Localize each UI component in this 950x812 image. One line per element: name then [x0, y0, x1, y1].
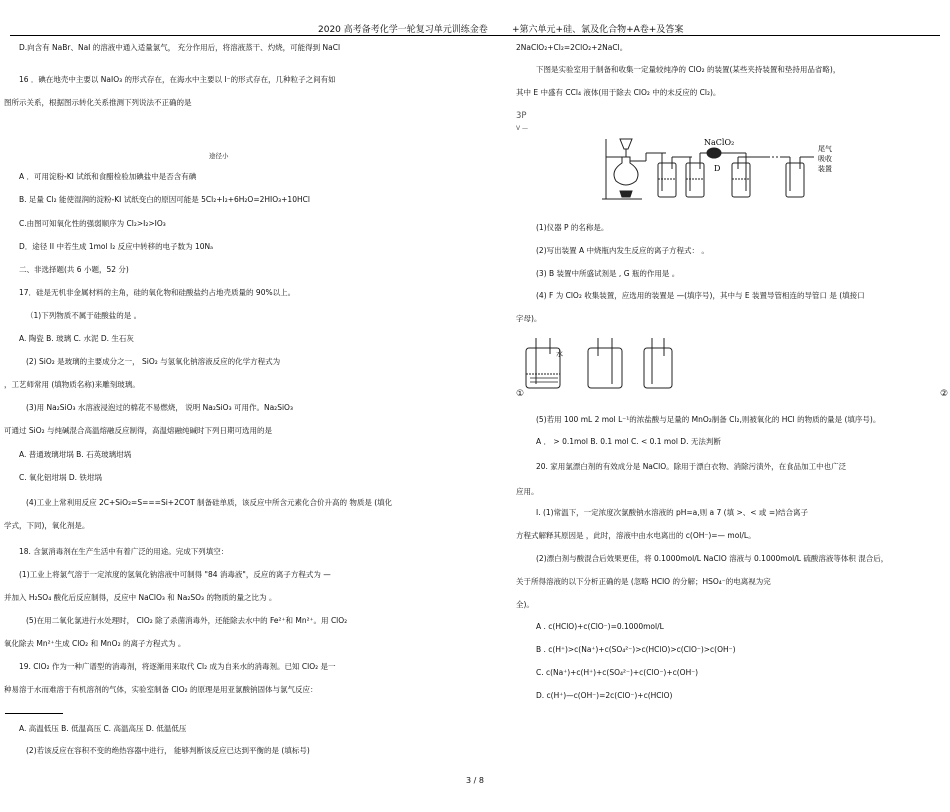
q19-equation: 2NaClO₂+Cl₂=2ClO₂+2NaCl。	[516, 43, 628, 52]
q19-part5-options: A ． > 0.1mol B. 0.1 mol C. < 0.1 mol D. 无法判断	[536, 437, 721, 446]
bottle-e	[732, 163, 750, 197]
apparatus-diagram	[600, 135, 840, 210]
bottle-2	[588, 348, 622, 388]
label-d: D	[714, 164, 721, 173]
wash-bottle-b	[658, 163, 676, 197]
q16-option-d: D．途径 II 中若生成 1mol I₂ 反应中转移的电子数为 10Nₐ	[19, 242, 214, 251]
q17-part2: (2) SiO₂ 是玻璃的主要成分之一， SiO₂ 与氢氧化钠溶液反应的化学方程式为	[26, 357, 281, 366]
q19-part1: (1)仪器 P 的名称是。	[536, 223, 609, 232]
q18-part5-cont: 氧化除去 Mn²⁺生成 ClO₂ 和 MnO₂ 的离子方程式为 。	[4, 639, 186, 648]
q16-stem-1: 16 ．碘在地壳中主要以 NaIO₃ 的形式存在，在海水中主要以 I⁻的形式存在，几种粒子之间有如	[19, 75, 336, 84]
q16-stem-2: 图所示关系，根据图示转化关系推测下列说法不正确的是	[4, 98, 192, 107]
label-water: 水	[556, 350, 563, 358]
q17-part4-cont: 学式，下同)，氧化剂是。	[4, 521, 90, 530]
q17-part1-options: A. 陶瓷 B. 玻璃 C. 水泥 D. 生石灰	[19, 334, 134, 343]
wash-bottle-c	[686, 163, 704, 197]
q19-stem-1: 19. ClO₂ 作为一种广谱型的消毒剂，将逐渐用来取代 Cl₂ 成为自来水的消毒剂。已知 ClO₂ 是一	[19, 662, 336, 671]
q17-part3-options-ab: A. 普通玻璃坩埚 B. 石英玻璃坩埚	[19, 450, 132, 459]
q19-part5: (5)若用 100 mL 2 mol L⁻¹的浓盐酸与足量的 MnO₂制备 Cl₂,则被氧化的 HCl 的物质的量是 (填序号)。	[536, 415, 881, 424]
q17-part2-cont: ，工艺师常用 (填物质名称)来雕刻玻璃。	[4, 380, 140, 389]
q19-part2-right: (2)写出装置 A 中烧瓶内发生反应的离子方程式： 。	[536, 246, 709, 255]
q20-part2-cont2: 全)。	[516, 600, 534, 609]
q20-part1-cont: 方程式解释其原因是 ，此时，溶液中由水电离出的 c(OH⁻)=— mol/L。	[516, 531, 756, 540]
page-number: 3 / 8	[466, 776, 484, 785]
collection-bottles-diagram	[518, 334, 678, 392]
q19-part2: (2)若该反应在容积不变的绝热容器中进行， 能够判断该反应已达到平衡的是 (填标号)	[26, 746, 310, 755]
q17-part3-options-cd: C. 氧化铝坩埚 D. 铁坩埚	[19, 473, 102, 482]
figure-label-3p: 3P	[516, 111, 527, 121]
q20-part1: I. (1)常温下，一定浓度次氯酸钠水溶液的 pH=a,则 a 7 (填 >、< 或 =)结合离子	[536, 508, 809, 517]
burner	[620, 191, 632, 197]
header-subtitle: +第六单元+硅、氯及化合物+A卷+及答案	[512, 25, 684, 35]
footnote-rule	[5, 713, 63, 714]
q20-option-a: A . c(HClO)+c(ClO⁻)=0.1000mol/L	[536, 622, 664, 631]
q17-part4: (4)工业上常利用反应 2C+SiO₂=S===Si+2COT 制备硅单质，该反应中所含元素化合价升高的 物质是 (填化	[26, 498, 393, 507]
label-tail-2: 吸收	[818, 155, 832, 163]
label-tail-3: 装置	[818, 165, 832, 173]
q20-stem-cont: 应用。	[516, 487, 539, 496]
q19-options: A. 高温低压 B. 低温高压 C. 高温高压 D. 低温低压	[19, 724, 187, 733]
q17-part1: （1)下列物质不属于硅酸盐的是 。	[26, 311, 142, 320]
q17-part3: (3)用 Na₂SiO₃ 水溶液浸泡过的棉花不易燃烧， 说明 Na₂SiO₃ 可用作。Na₂SiO₃	[26, 403, 293, 412]
bottle-g	[786, 163, 804, 197]
q19-part3: (3) B 装置中所盛试剂是 , G 瓶的作用是 。	[536, 269, 680, 278]
header-rule	[10, 35, 940, 36]
q16-figure-label: 途径小	[209, 152, 229, 160]
q17-stem: 17．硅是无机非金属材料的主角，硅的氧化物和硅酸盐约占地壳质量的 90%以上。	[19, 288, 296, 297]
figure-label-v: V —	[516, 125, 529, 132]
q18-stem: 18. 含氯消毒剂在生产生活中有着广泛的用途。完成下列填空：	[19, 547, 229, 556]
q20-option-c: C. c(Na⁺)+c(H⁺)+c(SO₄²⁻)+c(ClO⁻)+c(OH⁻)	[536, 668, 699, 677]
q18-part1: (1)工业上将氯气溶于一定浓度的氢氧化钠溶液中可制得 "84 消毒液"，反应的离子方程式为 —	[19, 570, 331, 579]
bottle-3	[644, 348, 672, 388]
bottle-option-1: ①	[516, 389, 525, 399]
q19-part4: (4) F 为 ClO₂ 收集装置，应选用的装置是 —(填序号)，其中与 E 装置导管相连的导管口 是 (填接口	[536, 291, 865, 300]
q19-stem-2: 种易溶于水而难溶于有机溶剂的气体，实验室制备 ClO₂ 的原理是用亚氯酸钠固体与氯气反应：	[4, 685, 318, 694]
q16-option-b: B. 足量 Cl₂ 能使湿润的淀粉-KI 试纸变白的原因可能是 5Cl₂+I₂+6H₂O=2HIO₃+10HCl	[19, 195, 310, 204]
label-naclo2: NaClO₂	[704, 138, 735, 147]
q20-stem: 20. 家用氯漂白剂的有效成分是 NaClO。除用于漂白衣物、消除污渍外，在食品加工中也广泛	[536, 462, 847, 471]
q16-option-a: A ．可用淀粉-KI 试纸和食醋检验加碘盐中是否含有碘	[19, 172, 197, 181]
q19-apparatus-intro-1: 下图是实验室用于制备和收集一定量较纯净的 ClO₂ 的装置(某些夹持装置和垫持用品省略)，	[536, 65, 841, 74]
dropping-funnel	[620, 139, 632, 149]
q18-part1-cont: 并加入 H₂SO₄ 酸化后反应制得，反应中 NaClO₃ 和 Na₂SO₃ 的物质的量之比为 。	[4, 593, 277, 602]
q16-option-c: C.由图可知氧化性的强弱顺序为 Cl₂>I₂>IO₃	[19, 219, 166, 228]
q18-part5: (5)在用二氧化氯进行水处理时， ClO₂ 除了杀菌消毒外，还能除去水中的 Fe²⁺和 Mn²⁺。用 ClO₂	[26, 616, 348, 625]
q20-part2-cont: 关于所得溶液的以下分析正确的是 (忽略 HClO 的分解；HSO₄⁻的电离视为完	[516, 577, 771, 586]
bottle-option-2: ②	[940, 389, 949, 399]
q15-option-d: D.向含有 NaBr、NaI 的溶液中通入适量氯气， 充分作用后，将溶液蒸干、灼烧，可能得到 NaCl	[19, 43, 341, 52]
q20-option-d: D. c(H⁺)—c(OH⁻)=2c(ClO⁻)+c(HClO)	[536, 691, 673, 700]
reaction-tube-d	[707, 148, 721, 158]
q19-part4-cont: 字母)。	[516, 314, 542, 323]
q20-part2: (2)漂白剂与酸混合后效果更佳，将 0.1000mol/L NaClO 溶液与 0.1000mol/L 硫酸溶液等体积 混合后，	[536, 554, 889, 563]
label-tail-1: 尾气	[818, 145, 832, 153]
q17-part3-cont: 可通过 SiO₂ 与纯碱混合高温熔融反应制得，高温熔融纯碱时下列日期可选用的是	[4, 426, 273, 435]
q19-apparatus-intro-2: 其中 E 中盛有 CCl₄ 液体(用于除去 ClO₂ 中的未反应的 Cl₂)。	[516, 88, 721, 97]
section-heading: 二、非选择题(共 6 小题，52 分)	[19, 265, 129, 274]
q20-option-b: B . c(H⁺)>c(Na⁺)+c(SO₄²⁻)>c(HClO)>c(ClO⁻)>c(OH⁻)	[536, 645, 736, 654]
header-title: 2020 高考备考化学一轮复习单元训练金卷	[318, 25, 488, 35]
